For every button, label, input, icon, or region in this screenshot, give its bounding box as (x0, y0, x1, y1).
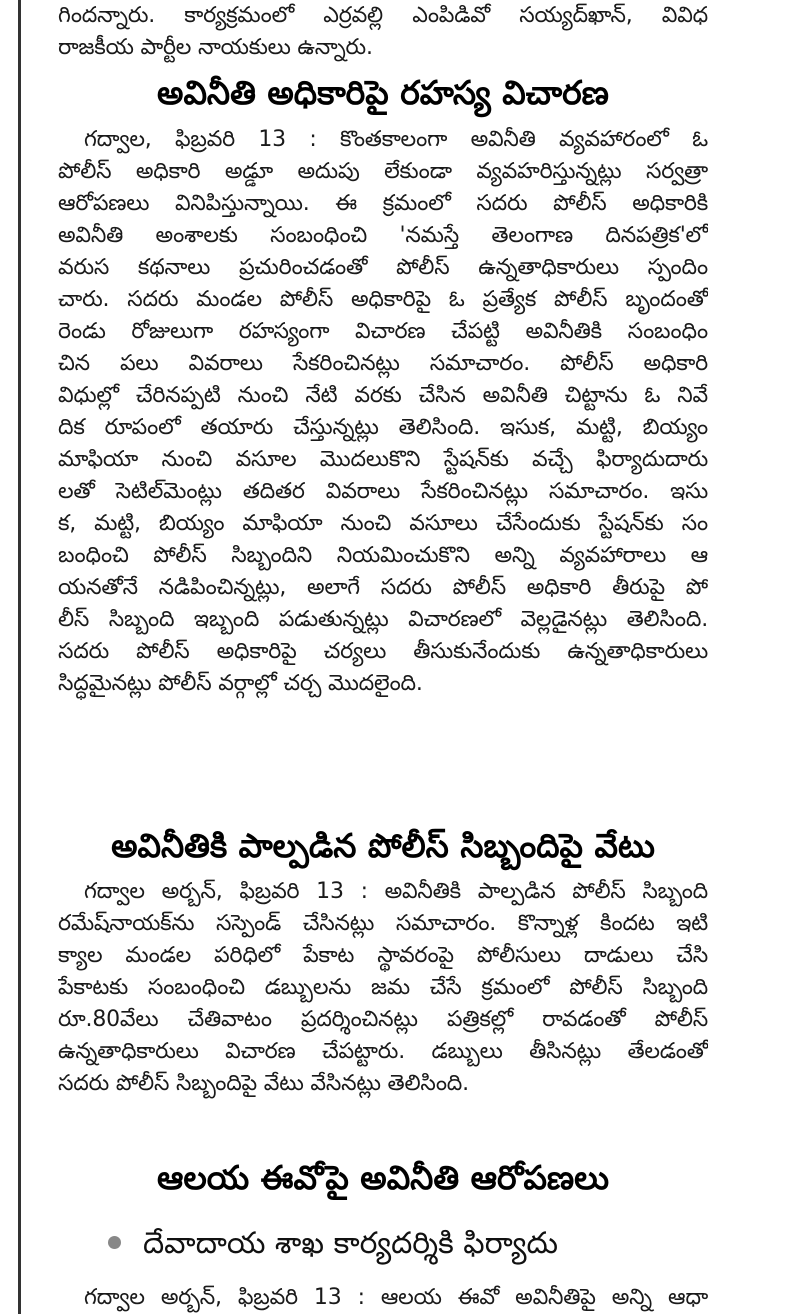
article3-body (58, 1282, 708, 1314)
text-line: లీస్‌ సిబ్బంది ఇబ్బంది పడుతున్నట్లు విచారణలో వెల్లడైనట్లు తెలిసింది. (58, 607, 708, 632)
text-line: గద్వాల, ఫిబ్రవరి 13 : కొంతకాలంగా అవినీతి వ్యవహారంలో ఓ (84, 127, 708, 152)
text-line: ఉన్నతాధికారులు విచారణ చేపట్టారు. డబ్బులు తీసినట్లు తేలడంతో (58, 1039, 708, 1064)
text-line: దిక రూపంలో తయారు చేస్తున్నట్లు తెలిసింది. ఇసుక, మట్టి, బియ్యం (58, 415, 708, 440)
text-line: రూ.80వేలు చేతివాటం ప్రదర్శించినట్లు పత్రికల్లో రావడంతో పోలీస్‌ (58, 1007, 708, 1032)
text-line: ఆరోపణలు వినిపిస్తున్నాయి. ఈ క్రమంలో సదరు పోలీస్‌ అధికారికి (58, 191, 708, 216)
subhead-text: దేవాదాయ శాఖ కార్యదర్శికి ఫిర్యాదు (143, 1226, 559, 1261)
text-line: విధుల్లో చేరినప్పటి నుంచి నేటి వరకు చేసిన అవినీతి చిట్టాను ఓ నివే (58, 383, 708, 408)
text-line: గద్వాల అర్బన్‌, ఫిబ్రవరి 13 : అవినీతికి పాల్పడిన పోలీస్‌ సిబ్బంది (84, 879, 708, 904)
text-line: అవినీతి అంశాలకు సంబంధించి 'నమస్తే తెలంగాణ దినపత్రిక'లో (58, 223, 708, 248)
article3-headline: ఆలయ ఈవోపై అవినీతి ఆరోపణలు (157, 1158, 609, 1197)
column-rule (18, 0, 21, 1314)
text-line: రెండు రోజులుగా రహస్యంగా విచారణ చేపట్టి అవినీతికి సంబంధిం (58, 319, 708, 344)
text-line: సదరు పోలీస్‌ సిబ్బందిపై వేటు వేసినట్లు తెలిసింది. (58, 1071, 469, 1096)
article2-headline: అవినీతికి పాల్పడిన పోలీస్‌ సిబ్బందిపై వేటు (111, 826, 655, 865)
text-line: క, మట్టి, బియ్యం మాఫియా నుంచి వసూలు చేసేందుకు స్టేషన్‌కు సం (58, 511, 708, 536)
text-line: గిందన్నారు. కార్యక్రమంలో ఎర్రవల్లి ఎంపిడివో సయ్యద్‌ఖాన్‌, వివిధ (58, 3, 708, 28)
bullet-icon (108, 1236, 121, 1249)
text-line: క్యాల మండల పరిధిలో పేకాట స్థావరంపై పోలీసులు దాడులు చేసి (58, 943, 708, 968)
text-line: చిన పలు వివరాలు సేకరించినట్లు సమాచారం. పోలీస్‌ అధికారి (58, 351, 708, 376)
article3-subhead (58, 1222, 758, 1266)
text-line: పేకాటకు సంబంధించి డబ్బులను జమ చేసే క్రమంలో పోలీస్‌ సిబ్బంది (58, 975, 708, 1000)
article1-headline: అవినీతి అధికారిపై రహస్య విచారణ (157, 73, 609, 112)
text-line: యనతోనే నడిపించిన్నట్లు, అలాగే సదరు పోలీస్‌ అధికారి తీరుపై పో (58, 575, 708, 600)
text-line: లతో సెటిల్‌మెంట్లు తదితర వివరాలు సేకరించినట్లు సమాచారం. ఇసు (58, 479, 708, 504)
text-line: గద్వాల అర్బన్‌, ఫిబ్రవరి 13 : ఆలయ ఈవో అవినీతిపై అన్ని ఆధా (84, 1285, 708, 1310)
text-line: పోలీస్‌ అధికారి అడ్డూ అదుపు లేకుండా వ్యవహరిస్తున్నట్లు సర్వత్రా (58, 159, 708, 184)
text-line: రమేష్‌నాయక్‌ను సస్పెండ్‌ చేసినట్లు సమాచారం. కొన్నాళ్ల కిందట ఇటి (58, 911, 708, 936)
article2-body (58, 876, 708, 1100)
text-line: వరుస కథనాలు ప్రచురించడంతో పోలీస్‌ ఉన్నతాధికారులు స్పందిం (58, 255, 708, 280)
text-line: సదరు పోలీస్‌ అధికారిపై చర్యలు తీసుకునేందుకు ఉన్నతాధికారులు (58, 639, 708, 664)
text-line: చారు. సదరు మండల పోలీస్‌ అధికారిపై ఓ ప్రత్యేక పోలీస్‌ బృందంతో (58, 287, 708, 312)
article1-body (58, 124, 708, 700)
text-line: మాఫియా నుంచి వసూల మొదలుకొని స్టేషన్‌కు వచ్చే ఫిర్యాదుదారు (58, 447, 708, 472)
intro-paragraph (58, 0, 708, 64)
text-line: సిద్ధమైనట్లు పోలీస్‌ వర్గాల్లో చర్చ మొదలైంది. (58, 671, 423, 696)
text-line: రాజకీయ పార్టీల నాయకులు ఉన్నారు. (58, 35, 373, 60)
text-line: బంధించి పోలీస్‌ సిబ్బందిని నియమించుకొని అన్ని వ్యవహారాలు ఆ (58, 543, 708, 568)
